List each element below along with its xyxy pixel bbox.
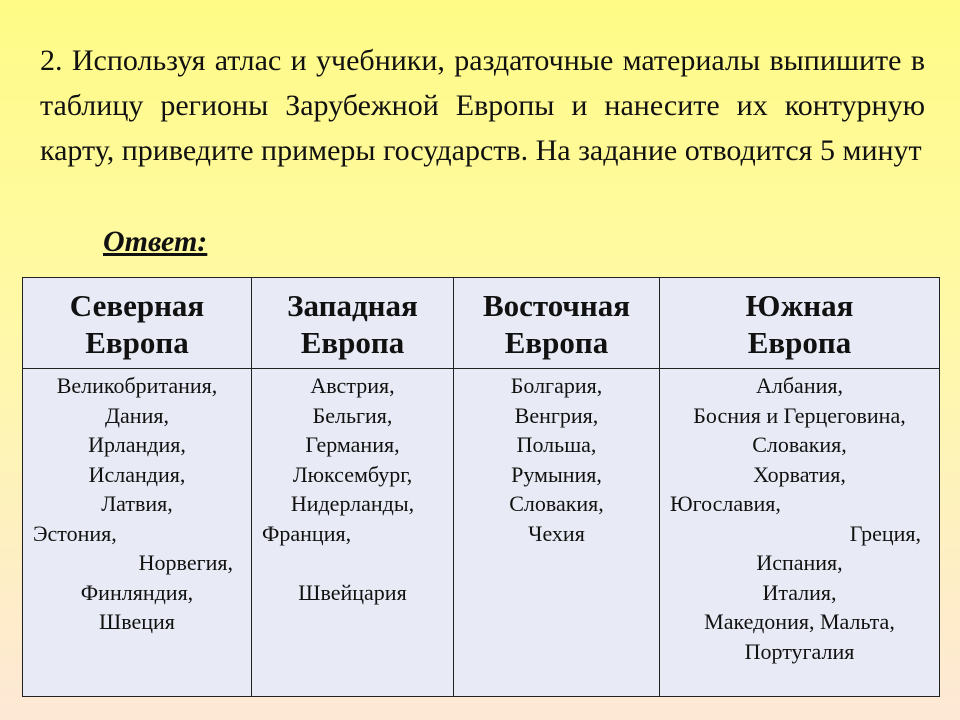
country: Болгария, bbox=[510, 373, 603, 398]
table-row bbox=[23, 369, 940, 697]
country: Финляндия, bbox=[80, 579, 194, 605]
country: Ирландия, bbox=[88, 432, 186, 457]
country: Люксембург, bbox=[292, 461, 413, 487]
country: Польша, bbox=[516, 432, 597, 457]
country: Норвегия, bbox=[138, 550, 233, 575]
country: Германия, bbox=[305, 432, 400, 457]
header-north-europe: Северная Европа bbox=[23, 278, 252, 369]
header-west-europe: Западная Европа bbox=[252, 278, 454, 369]
country: Румыния, bbox=[511, 461, 602, 487]
country: Югославия, bbox=[670, 491, 781, 516]
country: Португалия bbox=[744, 638, 855, 664]
south-europe-countries bbox=[660, 369, 940, 697]
country: Италия, bbox=[762, 579, 837, 605]
country: Швеция bbox=[99, 609, 175, 634]
country: Словакия, bbox=[509, 491, 604, 516]
country: Венгрия, bbox=[514, 402, 599, 428]
country: Босния и Герцеговина, bbox=[693, 402, 906, 428]
country: Нидерланды, bbox=[290, 491, 415, 516]
east-europe-countries bbox=[454, 369, 660, 697]
regions-table bbox=[22, 277, 940, 697]
country: Исландия, bbox=[88, 461, 186, 487]
country: Греция, bbox=[849, 520, 921, 546]
task-text: 2. Используя атлас и учебники, раздаточные материалы выпишите в таблицу регионы Зарубежной Европы и нанесите их контурную карту, приведите примеры государств. На задание отводится 5 минут bbox=[40, 44, 925, 167]
north-europe-countries bbox=[23, 369, 252, 697]
country: Чехия bbox=[528, 520, 585, 546]
country: Латвия, bbox=[101, 491, 173, 516]
table-header-row bbox=[23, 278, 940, 369]
country: Словакия, bbox=[752, 432, 847, 457]
country: Албания, bbox=[756, 373, 843, 398]
blank-line bbox=[252, 548, 453, 578]
country: Франция, bbox=[262, 520, 352, 546]
west-europe-countries bbox=[252, 369, 454, 697]
country: Испания, bbox=[756, 550, 843, 575]
country: Бельгия, bbox=[312, 402, 393, 428]
header-east-europe: Восточная Европа bbox=[454, 278, 660, 369]
country: Хорватия, bbox=[753, 461, 846, 487]
country: Великобритания, bbox=[56, 373, 218, 398]
country: Дания, bbox=[105, 402, 169, 428]
header-south-europe: Южная Европа bbox=[660, 278, 940, 369]
country: Македония, Мальта, bbox=[704, 609, 895, 634]
country: Швейцария bbox=[298, 579, 407, 605]
answer-label: Ответ: bbox=[103, 225, 208, 258]
country: Эстония, bbox=[33, 520, 117, 546]
country: Австрия, bbox=[310, 373, 395, 398]
